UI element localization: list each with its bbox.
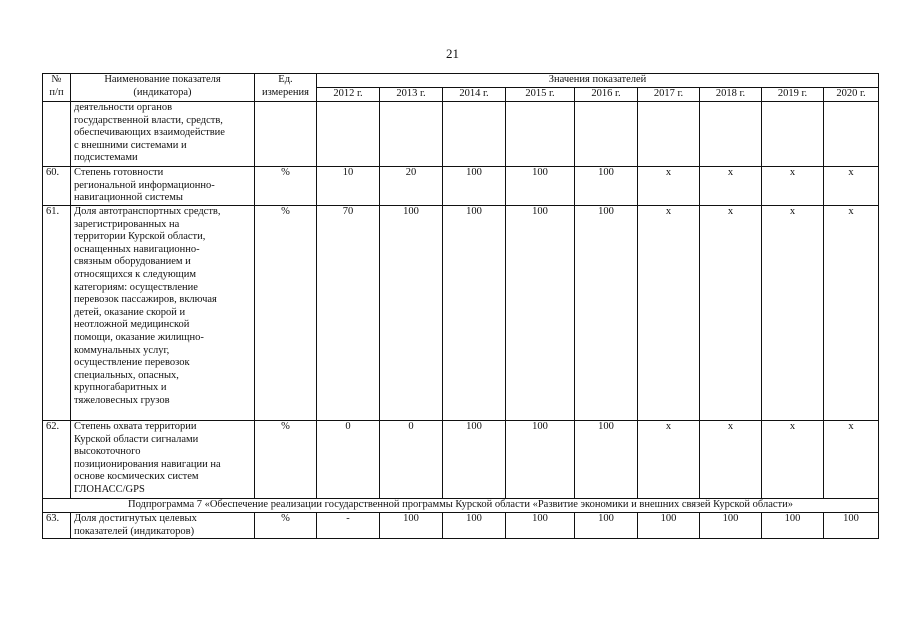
- cell-name: Доля автотранспортных средств, зарегистрированных на территории Курской области, оснащенных навигационно- связным оборудованием и относящихся к следующим категориям: осуществление перевозок пассажиров, включая детей, оказание скорой и неотложной медицинской помощи, оказание жилищно- коммунальных услуг, осуществление перевозок специальных, опасных, крупногабаритных и тяжеловесных грузов: [71, 206, 255, 421]
- cell-value: x: [638, 421, 700, 499]
- cell-unit: [255, 102, 317, 167]
- cell-value: x: [700, 421, 762, 499]
- header-row: [43, 74, 879, 88]
- cell-value: 20: [380, 167, 443, 206]
- year-header: 2016 г.: [575, 88, 638, 102]
- header-unit: Ед. измерения: [255, 74, 317, 102]
- cell-num: 61.: [43, 206, 71, 421]
- cell-value: x: [638, 206, 700, 421]
- cell-value: x: [638, 167, 700, 206]
- cell-unit: %: [255, 206, 317, 421]
- header-name: Наименование показателя (индикатора): [71, 74, 255, 102]
- table-row: [43, 167, 879, 206]
- cell-num: 63.: [43, 513, 71, 539]
- cell-value: 100: [443, 421, 506, 499]
- subprogram-row: [43, 499, 879, 513]
- cell-num: [43, 102, 71, 167]
- cell-value: x: [762, 421, 824, 499]
- header-values-title: Значения показателей: [317, 74, 879, 88]
- cell-value: 100: [506, 513, 575, 539]
- cell-value: [575, 102, 638, 167]
- cell-name: деятельности органов государственной власти, средств, обеспечивающих взаимодействие с внешними системами и подсистемами: [71, 102, 255, 167]
- table-row-continuation: [43, 102, 879, 167]
- cell-value: 100: [443, 167, 506, 206]
- cell-name: Степень охвата территории Курской области сигналами высокоточного позиционирования навигации на основе космических систем ГЛОНАСС/GPS: [71, 421, 255, 499]
- page-number: 21: [446, 46, 459, 61]
- cell-value: [317, 102, 380, 167]
- cell-value: x: [762, 206, 824, 421]
- cell-value: 100: [700, 513, 762, 539]
- year-header: 2013 г.: [380, 88, 443, 102]
- year-header: 2019 г.: [762, 88, 824, 102]
- indicators-table: [42, 73, 879, 539]
- cell-name: Доля достигнутых целевых показателей (индикаторов): [71, 513, 255, 539]
- table-row: [43, 513, 879, 539]
- cell-value: x: [824, 206, 879, 421]
- year-header: 2018 г.: [700, 88, 762, 102]
- table-row: [43, 206, 879, 421]
- cell-unit: %: [255, 513, 317, 539]
- cell-value: x: [824, 421, 879, 499]
- cell-value: -: [317, 513, 380, 539]
- cell-value: 100: [380, 513, 443, 539]
- cell-value: [824, 102, 879, 167]
- cell-value: 100: [575, 167, 638, 206]
- cell-value: 100: [575, 206, 638, 421]
- year-header: 2017 г.: [638, 88, 700, 102]
- cell-value: 10: [317, 167, 380, 206]
- cell-value: 100: [506, 421, 575, 499]
- cell-value: [762, 102, 824, 167]
- cell-value: [638, 102, 700, 167]
- cell-value: 100: [762, 513, 824, 539]
- subprogram-title: Подпрограмма 7 «Обеспечение реализации государственной программы Курской области «Развитие экономики и внешних связей Курской области»: [43, 499, 879, 513]
- cell-value: x: [762, 167, 824, 206]
- cell-value: 0: [317, 421, 380, 499]
- cell-value: 100: [443, 206, 506, 421]
- cell-value: [506, 102, 575, 167]
- cell-value: [380, 102, 443, 167]
- year-header: 2015 г.: [506, 88, 575, 102]
- cell-value: 70: [317, 206, 380, 421]
- cell-value: x: [824, 167, 879, 206]
- cell-value: x: [700, 206, 762, 421]
- cell-value: 100: [506, 206, 575, 421]
- year-header: 2012 г.: [317, 88, 380, 102]
- cell-unit: %: [255, 421, 317, 499]
- cell-value: 100: [443, 513, 506, 539]
- year-header: 2020 г.: [824, 88, 879, 102]
- cell-value: 100: [638, 513, 700, 539]
- cell-value: 0: [380, 421, 443, 499]
- year-header: 2014 г.: [443, 88, 506, 102]
- cell-value: 100: [824, 513, 879, 539]
- cell-value: [443, 102, 506, 167]
- cell-unit: %: [255, 167, 317, 206]
- cell-num: 60.: [43, 167, 71, 206]
- cell-name: Степень готовности региональной информационно- навигационной системы: [71, 167, 255, 206]
- cell-value: 100: [380, 206, 443, 421]
- table-row: [43, 421, 879, 499]
- cell-num: 62.: [43, 421, 71, 499]
- cell-value: x: [700, 167, 762, 206]
- cell-value: 100: [575, 421, 638, 499]
- cell-value: 100: [506, 167, 575, 206]
- header-num: № п/п: [43, 74, 71, 102]
- cell-value: 100: [575, 513, 638, 539]
- cell-value: [700, 102, 762, 167]
